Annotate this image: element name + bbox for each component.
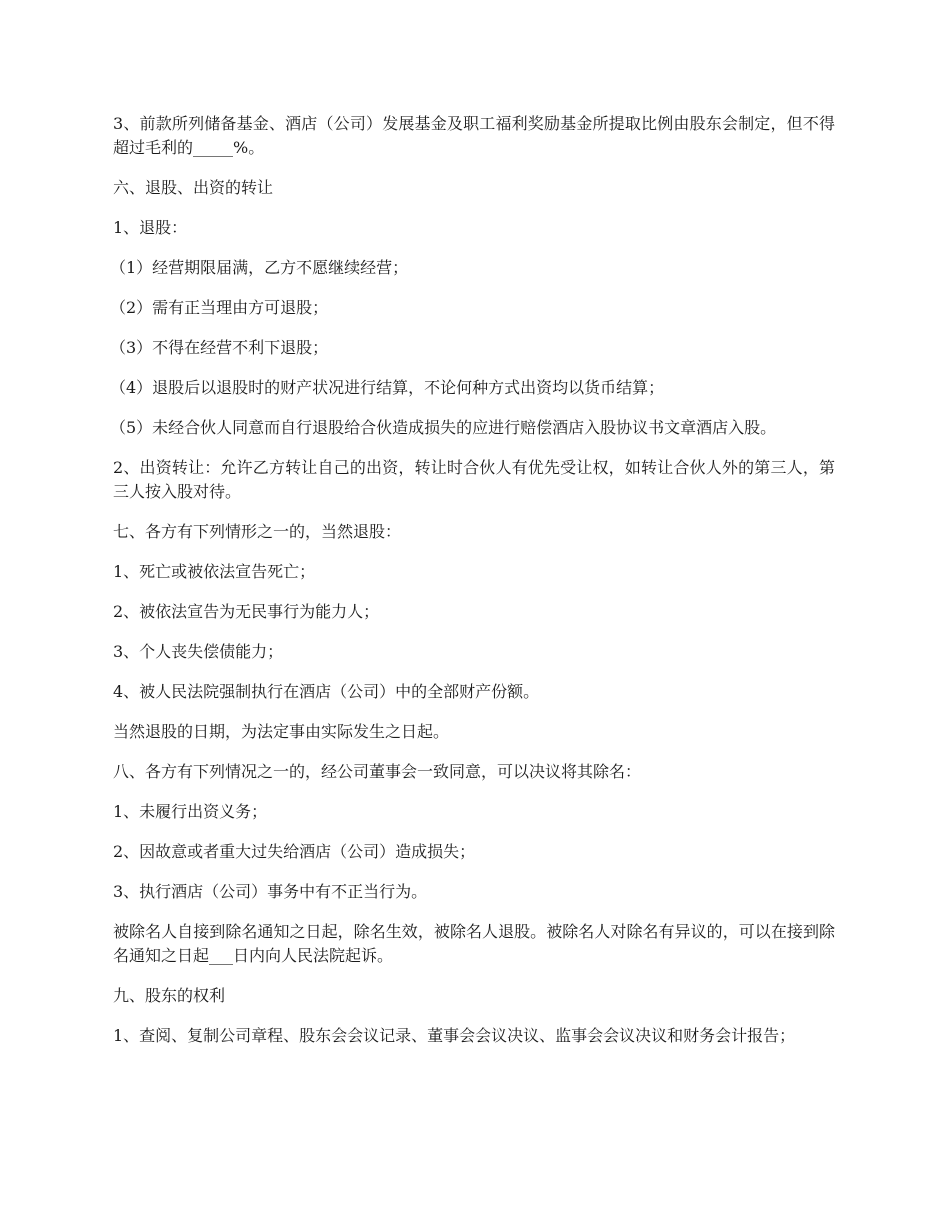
paragraph-expulsion-notice: 被除名人自接到除名通知之日起，除名生效，被除名人退股。被除名人对除名有异议的，可以在接到除名通知之日起___日内向人民法院起诉。 xyxy=(113,922,835,965)
list-item: （5）未经合伙人同意而自行退股给合伙造成损失的应进行赔偿酒店入股协议书文章酒店入股。 xyxy=(110,418,777,437)
list-item: 3、个人丧失偿债能力； xyxy=(113,642,284,661)
paragraph-capital-transfer: 2、出资转让：允许乙方转让自己的出资，转让时合伙人有优先受让权，如转让合伙人外的第三人，第三人按入股对待。 xyxy=(113,458,835,501)
list-item: 2、被依法宣告为无民事行为能力人； xyxy=(113,602,380,621)
subheading-withdrawal: 1、退股： xyxy=(113,218,188,237)
section-heading-6: 六、退股、出资的转让 xyxy=(113,178,274,197)
list-item: 2、因故意或者重大过失给酒店（公司）造成损失； xyxy=(113,842,476,861)
list-item: 1、查阅、复制公司章程、股东会会议记录、董事会会议决议、监事会会议决议和财务会计报告； xyxy=(113,1026,796,1045)
section-heading-9: 九、股东的权利 xyxy=(113,986,226,1005)
list-item: （1）经营期限届满，乙方不愿继续经营； xyxy=(110,258,409,277)
list-item: （3）不得在经营不利下退股； xyxy=(110,338,329,357)
list-item: 4、被人民法院强制执行在酒店（公司）中的全部财产份额。 xyxy=(113,682,540,701)
paragraph-reserve-fund-ratio: 3、前款所列储备基金、酒店（公司）发展基金及职工福利奖励基金所提取比例由股东会制定，但不得超过毛利的_____%。 xyxy=(113,114,835,157)
list-item: （2）需有正当理由方可退股； xyxy=(110,298,329,317)
list-item: 1、未履行出资义务； xyxy=(113,802,268,821)
list-item: 3、执行酒店（公司）事务中有不正当行为。 xyxy=(113,882,428,901)
document-body xyxy=(110,112,835,1064)
list-item: 1、死亡或被依法宣告死亡； xyxy=(113,562,316,581)
section-heading-8: 八、各方有下列情况之一的，经公司董事会一致同意，可以决议将其除名： xyxy=(113,762,642,781)
list-item: （4）退股后以退股时的财产状况进行结算，不论何种方式出资均以货币结算； xyxy=(110,378,665,397)
paragraph-withdrawal-date: 当然退股的日期，为法定事由实际发生之日起。 xyxy=(113,722,450,741)
section-heading-7: 七、各方有下列情形之一的，当然退股： xyxy=(113,522,402,541)
